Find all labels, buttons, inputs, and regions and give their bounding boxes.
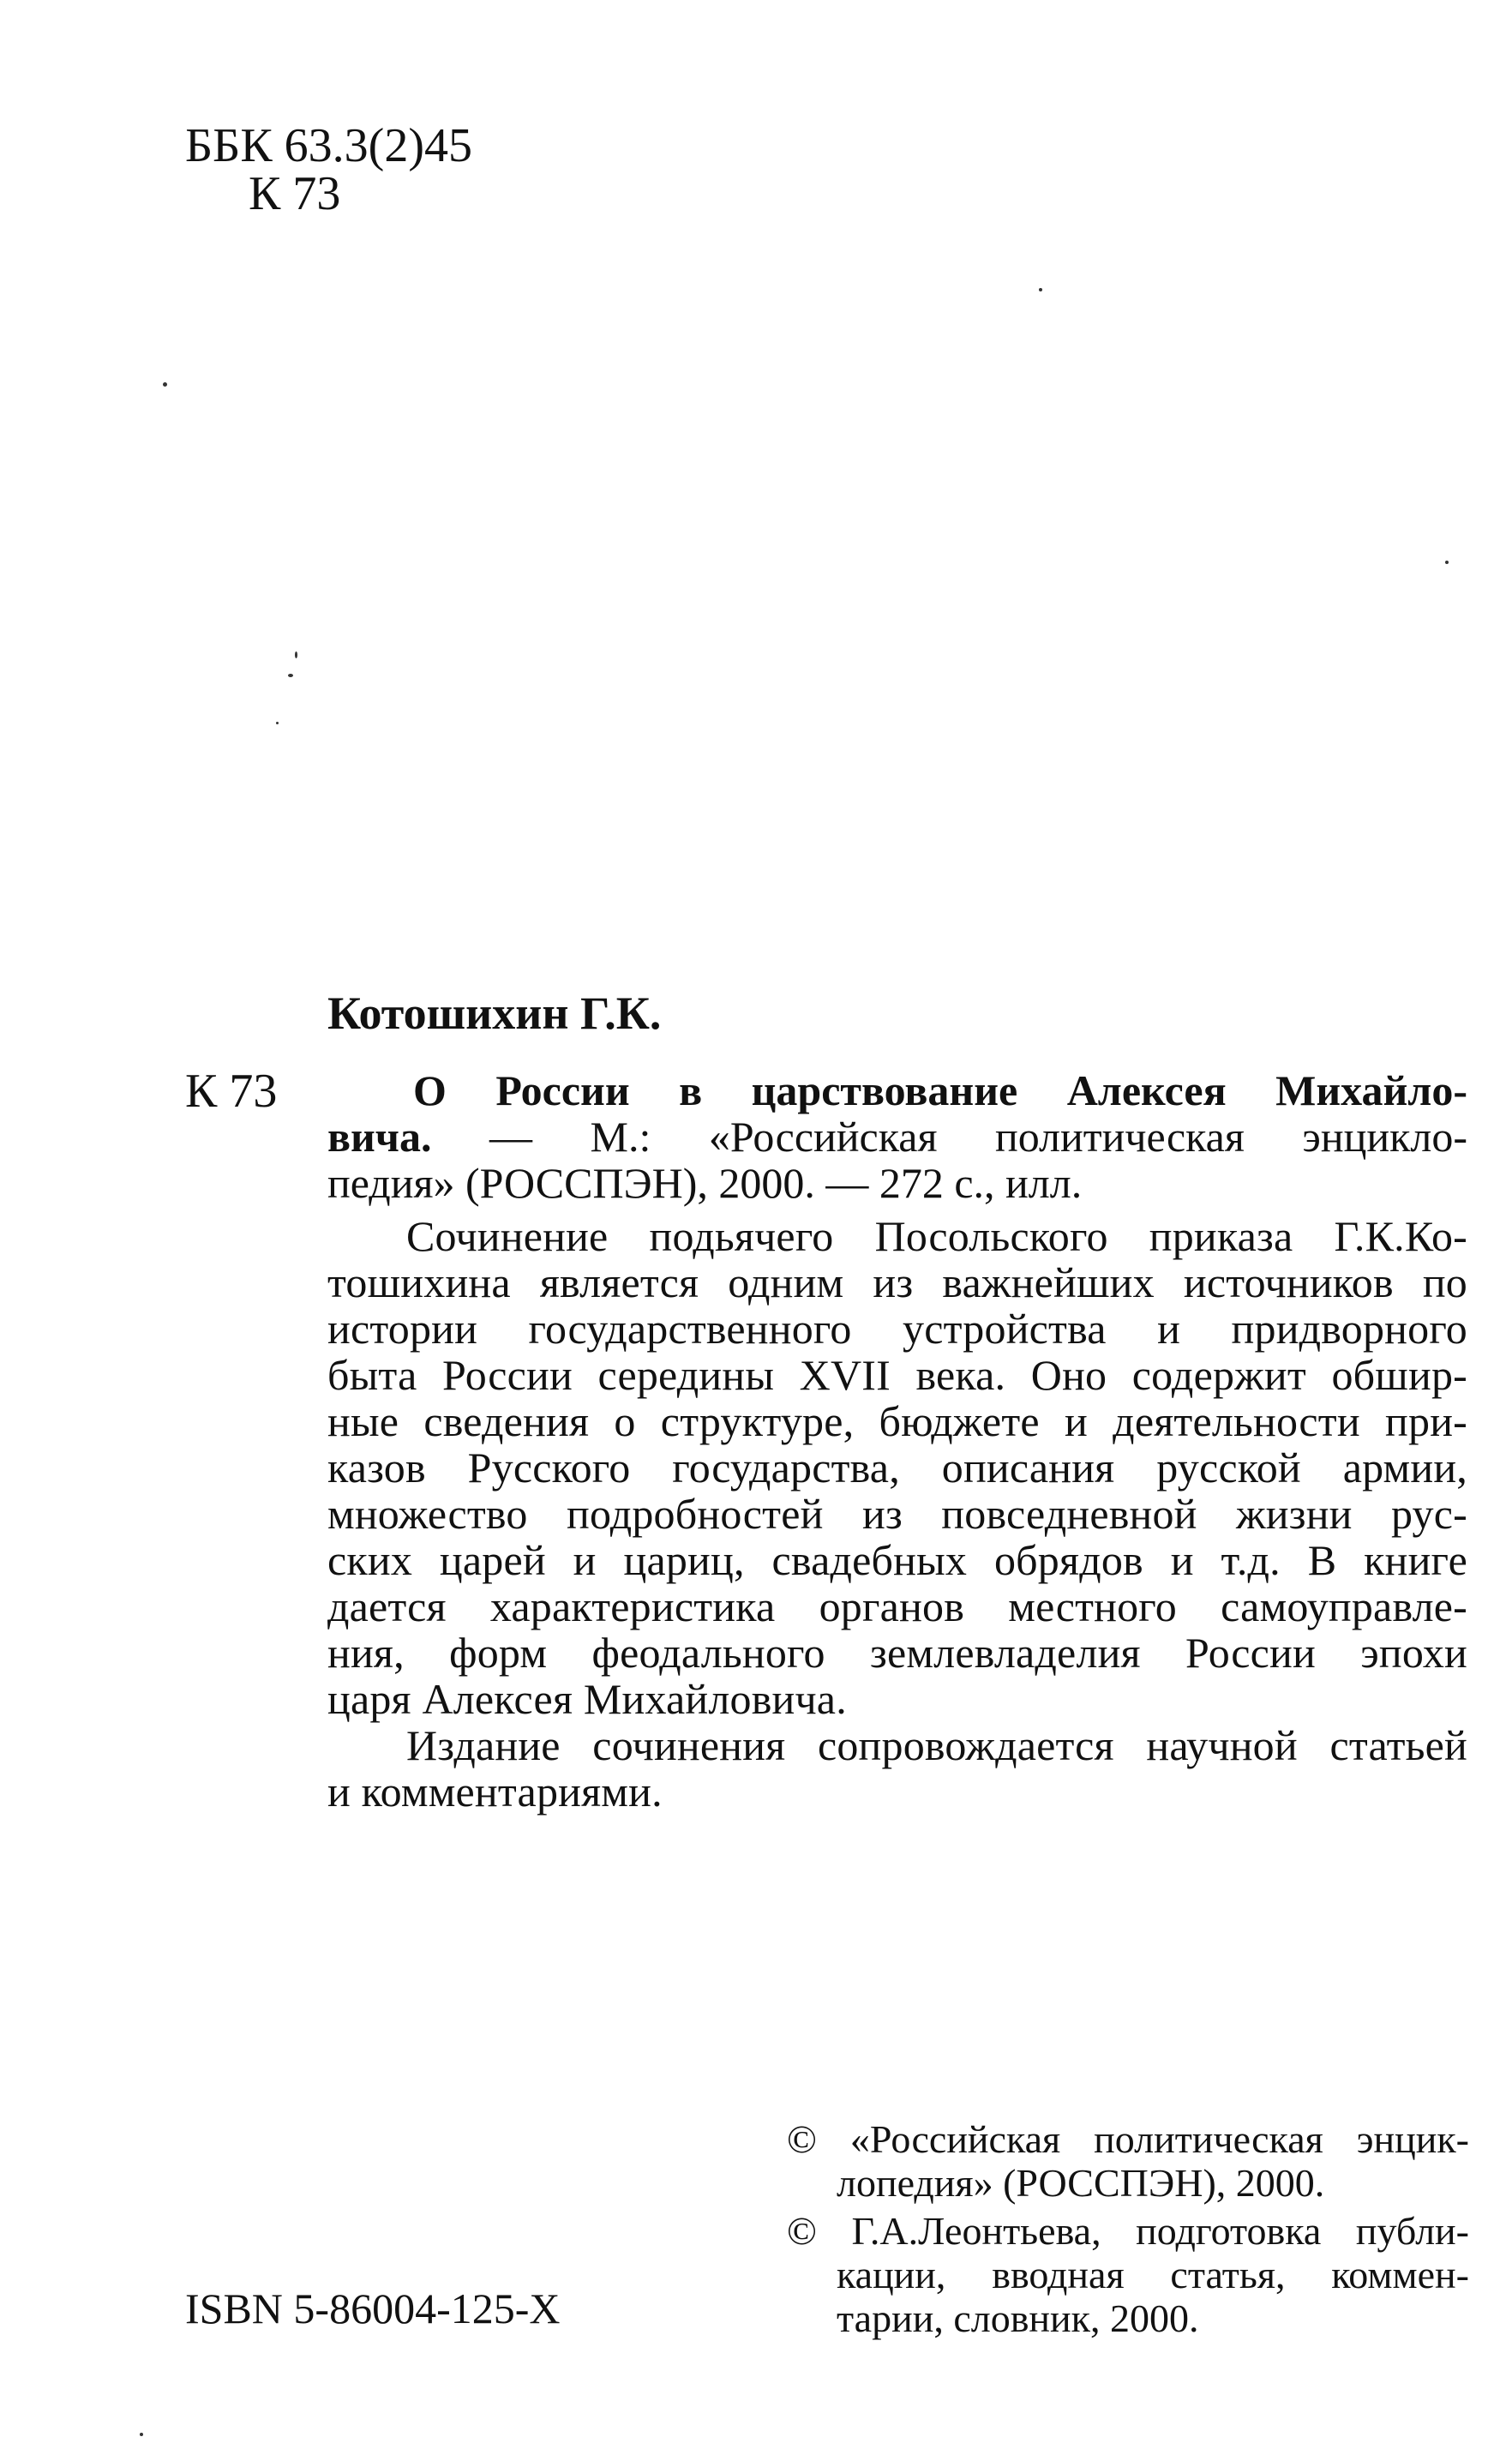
author-name: Котошихин Г.К.	[327, 987, 662, 1039]
title-text: вича.	[327, 1113, 432, 1161]
annotation-line: ные сведения о структуре, бюджете и деятельности при-	[327, 1397, 1467, 1445]
isbn: ISBN 5-86004-125-X	[185, 2284, 561, 2332]
annotation-line: тошихина является одним из важнейших источников по	[327, 1258, 1467, 1306]
copyright-publisher	[787, 2117, 1469, 2205]
annotation-line: Издание сочинения сопровождается научной статьей	[406, 1721, 1467, 1769]
copyright-line: тарии, словник, 2000.	[837, 2296, 1199, 2340]
copyright-editor	[787, 2209, 1469, 2340]
scan-speck	[1039, 288, 1042, 291]
scan-speck	[276, 722, 279, 724]
annotation-line: ния, форм феодального землевладелия России эпохи	[327, 1629, 1467, 1677]
title-text: О России в царствование Алексея Михайло-	[413, 1066, 1467, 1114]
copyright-line: © Г.А.Леонтьева, подготовка публи-	[787, 2209, 1469, 2253]
annotation	[327, 1213, 1467, 1815]
scan-speck	[288, 674, 293, 677]
title-line: педия» (РОССПЭН), 2000. — 272 с., илл.	[327, 1159, 1083, 1207]
annotation-line: царя Алексея Михайловича.	[327, 1675, 847, 1723]
annotation-line: истории государственного устройства и придворного	[327, 1305, 1467, 1353]
title-block	[327, 1067, 1467, 1206]
scan-speck	[140, 2433, 143, 2436]
annotation-line: быта России середины XVII века. Оно содержит обшир-	[327, 1351, 1467, 1399]
annotation-line: и комментариями.	[327, 1768, 663, 1816]
copyright-line: кации, вводная статья, коммен-	[837, 2253, 1469, 2296]
scan-speck	[295, 651, 297, 658]
annotation-line: дается характеристика органов местного самоуправле-	[327, 1582, 1467, 1630]
record-index: К 73	[185, 1065, 278, 1118]
copyright-line: лопедия» (РОССПЭН), 2000.	[837, 2161, 1325, 2205]
scan-speck	[1445, 561, 1449, 564]
annotation-line: множество подробностей из повседневной жизни рус-	[327, 1490, 1467, 1538]
bbk-code: ББК 63.3(2)45	[185, 119, 472, 172]
annotation-line: ских царей и цариц, свадебных обрядов и т.д. В книге	[327, 1536, 1467, 1584]
annotation-line: казов Русского государства, описания русской армии,	[327, 1444, 1467, 1492]
scan-speck	[163, 382, 167, 387]
title-line: вича. — М.: «Российская политическая энцикло-	[327, 1113, 1467, 1161]
author-mark: К 73	[249, 167, 341, 220]
annotation-line: Сочинение подьячего Посольского приказа Г.К.Ко-	[406, 1212, 1467, 1260]
copyright-line: © «Российская политическая энцик-	[787, 2117, 1469, 2161]
title-line	[327, 1067, 1467, 1113]
